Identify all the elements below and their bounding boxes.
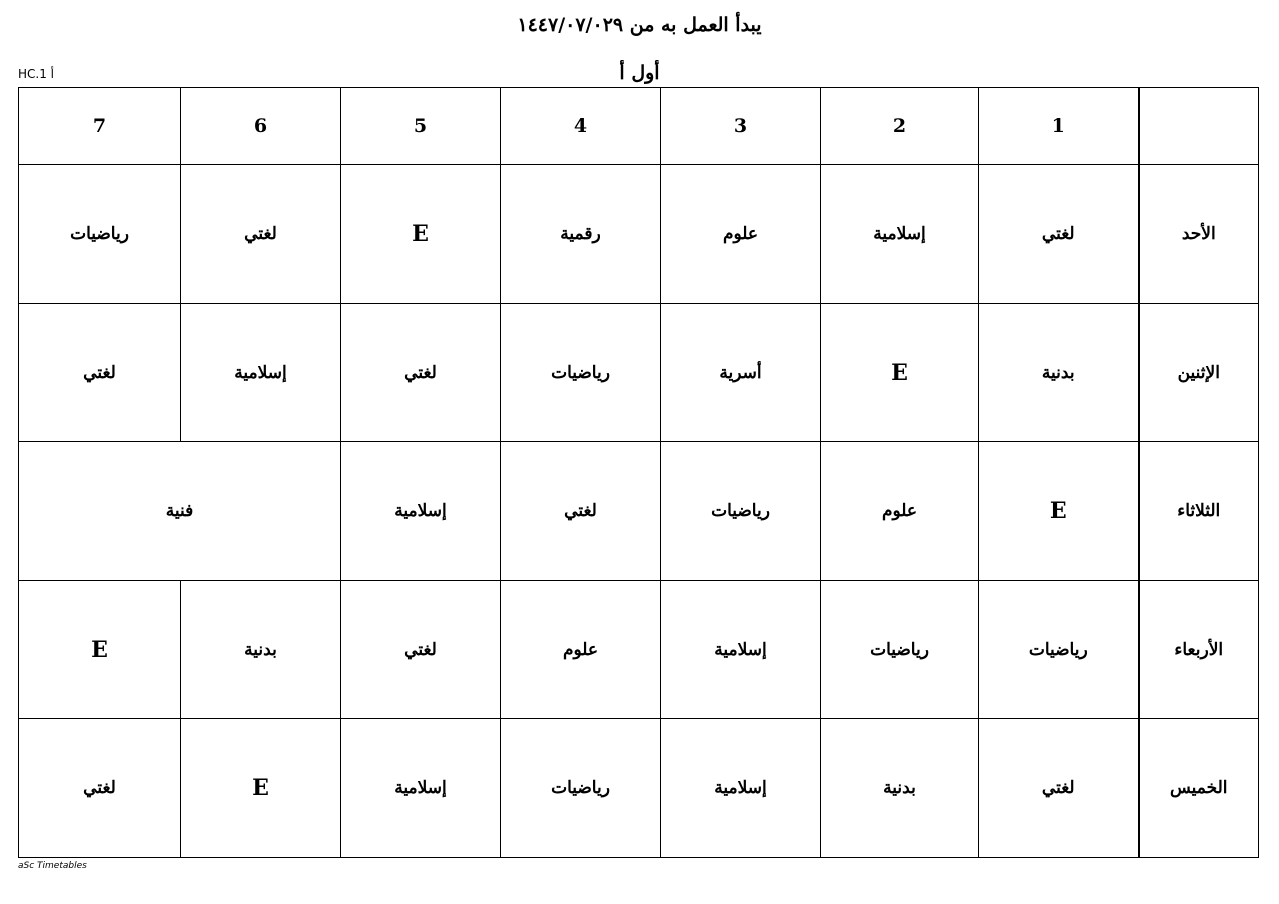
lesson-cell: رياضيات — [501, 719, 661, 858]
lesson-cell: إسلامية — [341, 442, 501, 581]
corner-cell — [1139, 88, 1259, 165]
lesson-cell: لغتي — [979, 719, 1139, 858]
class-name: أول أ — [619, 62, 660, 84]
lesson-cell: E — [821, 303, 979, 442]
lesson-cell: E — [181, 719, 341, 858]
day-label: الأحد — [1139, 165, 1259, 304]
lesson-cell: بدنية — [181, 580, 341, 719]
lesson-cell: لغتي — [181, 165, 341, 304]
lesson-cell: علوم — [821, 442, 979, 581]
period-header: 2 — [821, 88, 979, 165]
lesson-cell: أسرية — [661, 303, 821, 442]
day-row — [19, 719, 1259, 858]
lesson-cell: E — [19, 580, 181, 719]
lesson-cell: رياضيات — [501, 303, 661, 442]
period-header: 6 — [181, 88, 341, 165]
day-row — [19, 303, 1259, 442]
lesson-cell: رياضيات — [821, 580, 979, 719]
period-header-row — [19, 88, 1259, 165]
lesson-cell: لغتي — [341, 580, 501, 719]
period-header: 1 — [979, 88, 1139, 165]
period-header: 4 — [501, 88, 661, 165]
lesson-cell: بدنية — [979, 303, 1139, 442]
lesson-cell: E — [979, 442, 1139, 581]
lesson-cell: إسلامية — [821, 165, 979, 304]
lesson-cell: رياضيات — [979, 580, 1139, 719]
lesson-cell: بدنية — [821, 719, 979, 858]
day-label: الأربعاء — [1139, 580, 1259, 719]
lesson-cell: لغتي — [19, 719, 181, 858]
day-label: الخميس — [1139, 719, 1259, 858]
lesson-cell: لغتي — [19, 303, 181, 442]
lesson-cell: E — [341, 165, 501, 304]
lesson-cell: لغتي — [501, 442, 661, 581]
lesson-cell: علوم — [501, 580, 661, 719]
period-header: 5 — [341, 88, 501, 165]
lesson-cell: رياضيات — [661, 442, 821, 581]
day-row — [19, 442, 1259, 581]
lesson-cell: لغتي — [979, 165, 1139, 304]
day-label: الإثنين — [1139, 303, 1259, 442]
lesson-cell: فنية — [19, 442, 341, 581]
page-title: يبدأ العمل به من ١٤٤٧/٠٧/٠٢٩ — [517, 14, 762, 36]
day-row — [19, 165, 1259, 304]
lesson-cell: إسلامية — [661, 719, 821, 858]
timetable-grid — [18, 87, 1259, 858]
lesson-cell: إسلامية — [341, 719, 501, 858]
lesson-cell: رياضيات — [19, 165, 181, 304]
day-label: الثلاثاء — [1139, 442, 1259, 581]
lesson-cell: لغتي — [341, 303, 501, 442]
period-header: 3 — [661, 88, 821, 165]
period-header: 7 — [19, 88, 181, 165]
footer-credit: aSc Timetables — [18, 861, 87, 871]
class-code: HC.1 أ — [18, 67, 55, 81]
lesson-cell: إسلامية — [661, 580, 821, 719]
lesson-cell: رقمية — [501, 165, 661, 304]
lesson-cell: إسلامية — [181, 303, 341, 442]
lesson-cell: علوم — [661, 165, 821, 304]
day-row — [19, 580, 1259, 719]
